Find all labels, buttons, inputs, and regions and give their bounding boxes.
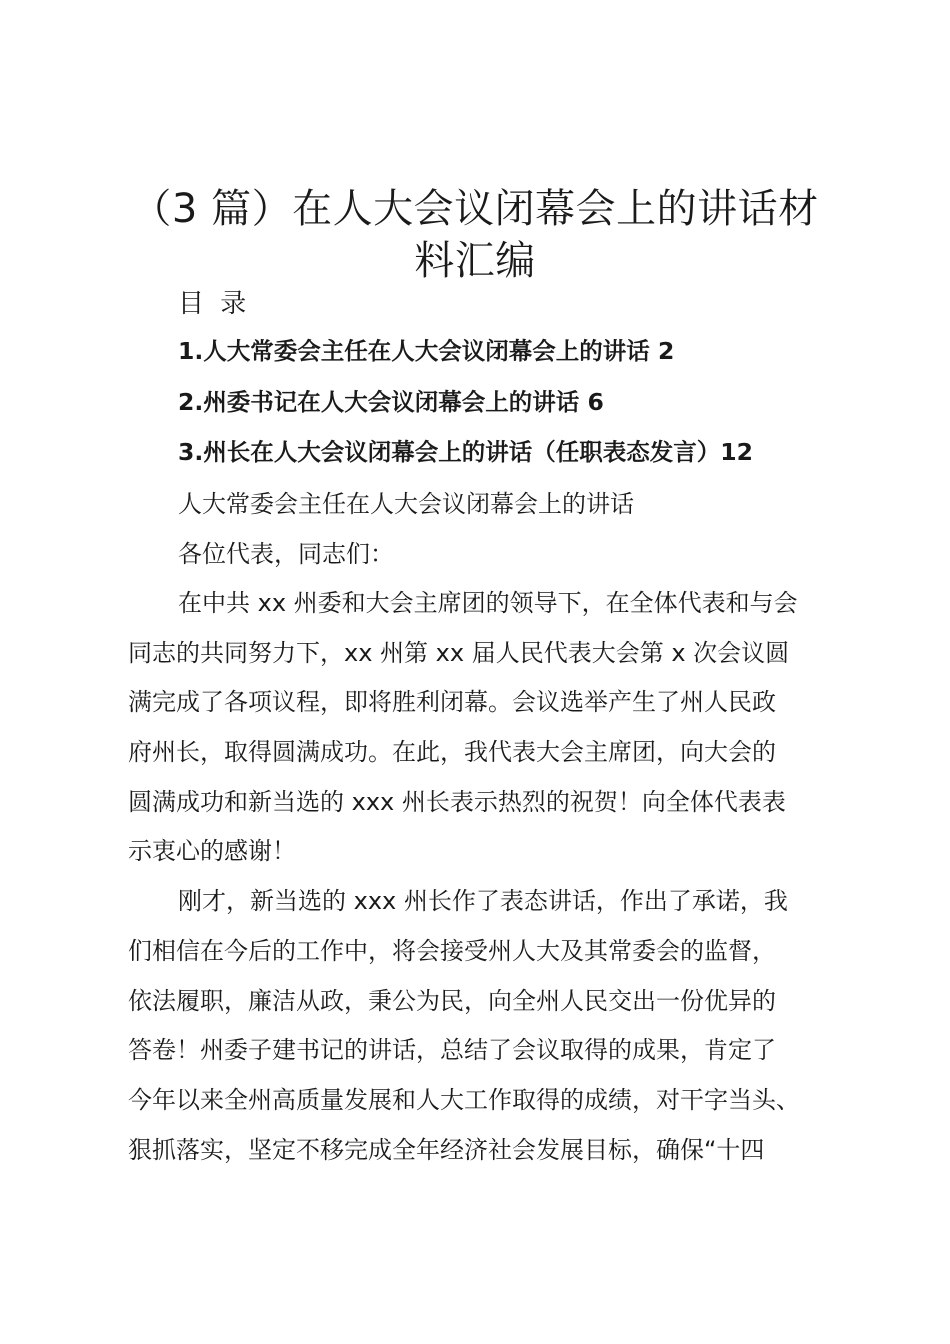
document-title: [120, 183, 830, 287]
title-line-2: 料汇编: [414, 238, 536, 284]
body-line: 今年以来全州高质量发展和人大工作取得的成绩，对干字当头、: [128, 1085, 800, 1114]
toc-item[interactable]: 3.州长在人大会议闭幕会上的讲话（任职表态发言）12: [178, 438, 753, 466]
salutation: 各位代表，同志们：: [178, 540, 394, 568]
toc-heading: 目 录: [178, 289, 251, 319]
body-line: 答卷！州委子建书记的讲话，总结了会议取得的成果，肯定了: [128, 1036, 776, 1065]
body-line: 满完成了各项议程，即将胜利闭幕。会议选举产生了州人民政: [128, 688, 776, 717]
body-line: 狠抓落实，坚定不移完成全年经济社会发展目标，确保“十四: [128, 1135, 765, 1164]
body-line: 圆满成功和新当选的 xxx 州长表示热烈的祝贺！向全体代表表: [128, 787, 786, 816]
body-line: 依法履职，廉洁从政，秉公为民，向全州人民交出一份优异的: [128, 986, 776, 1015]
body-line: 在中共 xx 州委和大会主席团的领导下，在全体代表和与会: [178, 589, 798, 617]
body-line: 示衷心的感谢！: [128, 837, 296, 866]
title-line-1: （3 篇）在人大会议闭幕会上的讲话材: [131, 186, 819, 232]
toc-item[interactable]: 2.州委书记在人大会议闭幕会上的讲话 6: [178, 387, 604, 416]
body-text: [128, 587, 848, 1183]
section-title: 人大常委会主任在人大会议闭幕会上的讲话: [178, 490, 634, 518]
body-line: 同志的共同努力下，xx 州第 xx 届人民代表大会第 x 次会议圆: [128, 638, 790, 667]
table-of-contents: [178, 335, 858, 487]
body-line: 刚才，新当选的 xxx 州长作了表态讲话，作出了承诺，我: [178, 887, 788, 916]
body-line: 们相信在今后的工作中，将会接受州人大及其常委会的监督，: [128, 936, 776, 965]
toc-item[interactable]: 1.人大常委会主任在人大会议闭幕会上的讲话 2: [178, 337, 675, 365]
body-line: 府州长，取得圆满成功。在此，我代表大会主席团，向大会的: [128, 738, 776, 767]
